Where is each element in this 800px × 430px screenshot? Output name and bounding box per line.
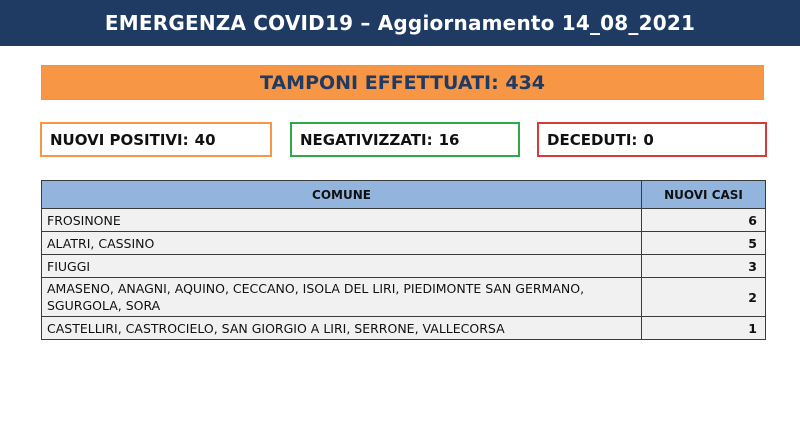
cell-nuovi-casi: 1 bbox=[642, 317, 766, 340]
table-header-row bbox=[42, 181, 766, 209]
tamponi-box bbox=[41, 65, 764, 100]
cell-comune: CASTELLIRI, CASTROCIELO, SAN GIORGIO A LIRI, SERRONE, VALLECORSA bbox=[42, 317, 642, 340]
negativizzati-label: NEGATIVIZZATI: bbox=[300, 130, 433, 149]
nuovi-positivi-box bbox=[40, 122, 272, 157]
negativizzati-box bbox=[290, 122, 520, 157]
cases-table bbox=[41, 180, 766, 340]
page-title-banner bbox=[0, 0, 800, 46]
cell-comune: ALATRI, CASSINO bbox=[42, 232, 642, 255]
table-row bbox=[42, 232, 766, 255]
table-row bbox=[42, 278, 766, 317]
negativizzati-value: 16 bbox=[438, 130, 460, 149]
deceduti-value: 0 bbox=[643, 130, 654, 149]
column-header-nuovi-casi: NUOVI CASI bbox=[642, 181, 766, 209]
cell-comune: FIUGGI bbox=[42, 255, 642, 278]
cell-comune: AMASENO, ANAGNI, AQUINO, CECCANO, ISOLA DEL LIRI, PIEDIMONTE SAN GERMANO, SGURGOLA, SORA bbox=[42, 278, 642, 317]
cell-nuovi-casi: 2 bbox=[642, 278, 766, 317]
table-row bbox=[42, 317, 766, 340]
nuovi-positivi-value: 40 bbox=[194, 130, 216, 149]
page-title: EMERGENZA COVID19 – Aggiornamento 14_08_2021 bbox=[104, 11, 696, 35]
cell-nuovi-casi: 3 bbox=[642, 255, 766, 278]
deceduti-label: DECEDUTI: bbox=[547, 130, 638, 149]
table-row bbox=[42, 209, 766, 232]
cell-nuovi-casi: 6 bbox=[642, 209, 766, 232]
tamponi-value: 434 bbox=[505, 71, 546, 94]
cell-comune: FROSINONE bbox=[42, 209, 642, 232]
tamponi-label: TAMPONI EFFETTUATI: bbox=[259, 71, 499, 94]
nuovi-positivi-label: NUOVI POSITIVI: bbox=[50, 130, 189, 149]
table-row bbox=[42, 255, 766, 278]
deceduti-box bbox=[537, 122, 767, 157]
column-header-comune: COMUNE bbox=[42, 181, 642, 209]
cell-nuovi-casi: 5 bbox=[642, 232, 766, 255]
